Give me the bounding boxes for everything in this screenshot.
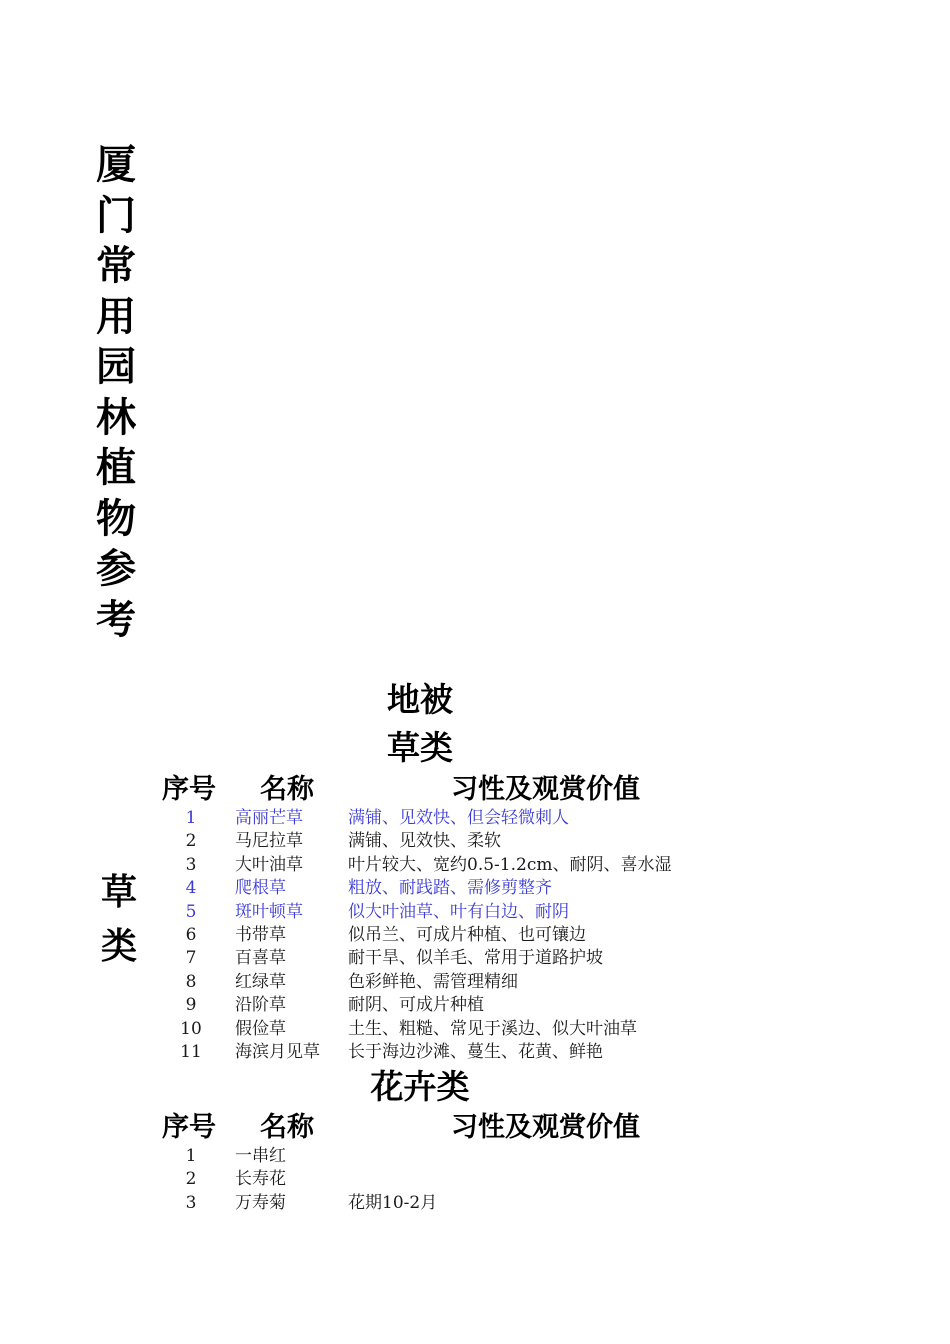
plant-description: 似大叶油草、叶有白边、耐阴: [348, 901, 569, 922]
title-char: 植: [96, 445, 136, 491]
plant-name: 大叶油草: [235, 854, 303, 875]
plant-description: 花期10-2月: [348, 1192, 438, 1213]
row-number: 2: [185, 1169, 197, 1190]
flowers-header-desc: 习性及观赏价值: [451, 1112, 640, 1143]
plant-name: 书带草: [235, 924, 286, 945]
plant-name: 马尼拉草: [235, 831, 303, 852]
plant-description: 色彩鲜艳、需管理精细: [348, 971, 518, 992]
page-title-vertical: [92, 140, 140, 645]
plant-name: 假俭草: [235, 1018, 286, 1039]
table-row: [160, 1192, 760, 1215]
plant-name: 长寿花: [235, 1169, 286, 1190]
plant-description: 满铺、见效快、柔软: [348, 831, 501, 852]
row-number: 3: [185, 1192, 197, 1213]
title-char: 园: [96, 344, 136, 390]
row-number: 3: [185, 854, 197, 875]
table-row: [160, 830, 760, 853]
plant-name: 高丽芒草: [235, 808, 303, 828]
title-char: 用: [96, 293, 136, 340]
table-row: [160, 1018, 760, 1041]
plant-name: 爬根草: [235, 878, 286, 899]
table-row: [160, 1145, 760, 1168]
row-number: 4: [185, 878, 197, 899]
plant-name: 红绿草: [235, 971, 286, 992]
side-category-char: 草: [100, 872, 137, 913]
plant-name: 一串红: [235, 1146, 286, 1166]
plant-description: 叶片较大、宽约0.5-1.2cm、耐阴、喜水湿: [348, 854, 672, 875]
row-number: 8: [185, 971, 197, 992]
table-row: [160, 971, 760, 994]
plant-name: 万寿菊: [235, 1192, 286, 1213]
row-number: 5: [185, 901, 197, 922]
table-row: [160, 877, 760, 900]
table-row: [160, 947, 760, 970]
plant-description: 似吊兰、可成片种植、也可镶边: [348, 924, 586, 945]
plant-name: 百喜草: [235, 948, 286, 969]
table-row: [160, 854, 760, 877]
flowers-header-name: 名称: [260, 1112, 314, 1143]
row-number: 9: [185, 995, 197, 1016]
plant-description: 土生、粗糙、常见于溪边、似大叶油草: [348, 1018, 637, 1039]
section-heading: 地被: [387, 680, 453, 719]
table-row: [160, 807, 760, 830]
table-row: [160, 901, 760, 924]
grass-header-name: 名称: [260, 774, 314, 805]
title-char: 门: [96, 192, 136, 239]
plant-description: 粗放、耐践踏、需修剪整齐: [348, 878, 552, 899]
grass-header-no: 序号: [162, 774, 216, 805]
table-row: [160, 994, 760, 1017]
grass-table: [160, 807, 760, 1064]
plant-description: 长于海边沙滩、蔓生、花黄、鲜艳: [348, 1041, 603, 1062]
title-char: 林: [96, 394, 136, 441]
row-number: 11: [180, 1041, 202, 1062]
title-char: 厦: [96, 142, 136, 188]
table-row: [160, 1168, 760, 1191]
plant-description: 耐阴、可成片种植: [348, 995, 484, 1016]
row-number: 6: [185, 924, 197, 945]
title-char: 物: [96, 495, 136, 542]
title-char: 参: [96, 546, 136, 592]
plant-name: 海滨月见草: [235, 1041, 320, 1062]
row-number: 7: [185, 948, 197, 969]
title-char: 常: [96, 243, 136, 289]
table-row: [160, 1041, 760, 1064]
flowers-header-no: 序号: [162, 1112, 216, 1143]
row-number: 2: [185, 831, 197, 852]
row-number: 1: [185, 1146, 197, 1166]
side-category-char: 类: [100, 926, 137, 967]
title-char: 考: [96, 596, 136, 643]
plant-description: 耐干旱、似羊毛、常用于道路护坡: [348, 948, 603, 969]
plant-name: 沿阶草: [235, 995, 286, 1016]
plant-name: 斑叶顿草: [235, 901, 303, 922]
grass-header-desc: 习性及观赏价值: [451, 774, 640, 805]
row-number: 10: [180, 1018, 202, 1039]
table-row: [160, 924, 760, 947]
grass-heading: 草类: [387, 728, 453, 767]
side-category-label: [96, 866, 142, 974]
flowers-heading: 花卉类: [370, 1067, 470, 1106]
row-number: 1: [185, 808, 197, 828]
plant-description: 满铺、见效快、但会轻微刺人: [348, 808, 569, 828]
flowers-table: [160, 1145, 760, 1215]
